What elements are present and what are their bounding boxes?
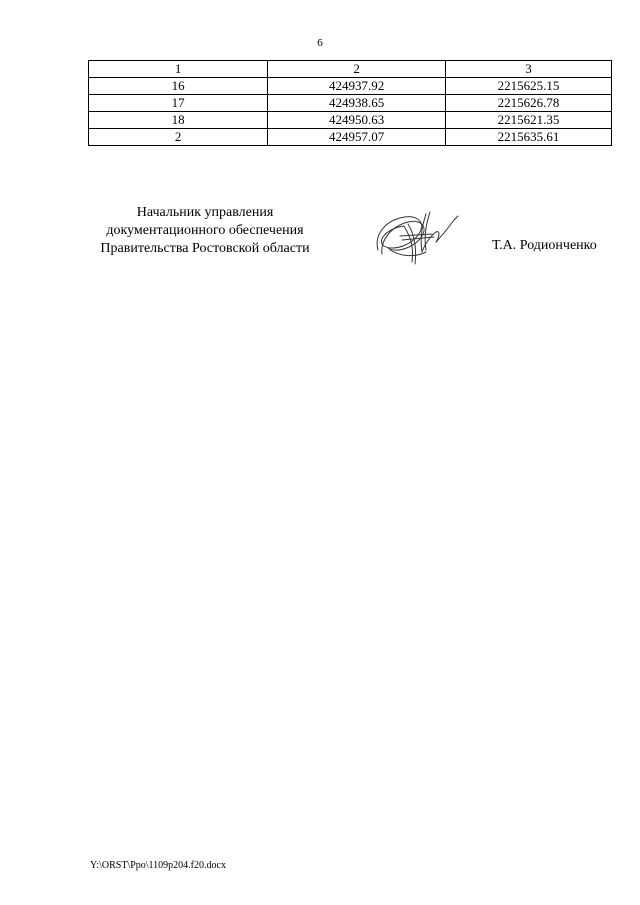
coordinates-table: [88, 60, 612, 146]
table-cell-point: 17: [89, 95, 268, 112]
signatory-title: [80, 204, 330, 258]
table-cell-y: 2215625.15: [446, 78, 612, 95]
page-number: 6: [317, 37, 323, 49]
table-cell-x: 424937.92: [268, 78, 446, 95]
table-header-cell: 1: [89, 61, 268, 78]
signatory-name: Т.А. Родионченко: [492, 238, 597, 253]
file-path-footer: Y:\ORST\Ppo\1109p204.f20.docx: [90, 860, 226, 871]
table-row: [89, 112, 612, 129]
table-cell-x: 424957.07: [268, 129, 446, 146]
table-cell-x: 424938.65: [268, 95, 446, 112]
signatory-title-line: Начальник управления: [136, 205, 274, 220]
table-cell-point: 2: [89, 129, 268, 146]
signatory-title-line: документационного обеспечения: [106, 223, 304, 238]
table-cell-y: 2215621.35: [446, 112, 612, 129]
table-cell-y: 2215626.78: [446, 95, 612, 112]
table-cell-point: 18: [89, 112, 268, 129]
table-cell-point: 16: [89, 78, 268, 95]
table-row: [89, 129, 612, 146]
table-cell-x: 424950.63: [268, 112, 446, 129]
table-header-cell: 2: [268, 61, 446, 78]
table-row: [89, 95, 612, 112]
signatory-title-line: Правительства Ростовской области: [100, 241, 310, 256]
table-header-cell: 3: [446, 61, 612, 78]
handwritten-signature: [370, 206, 465, 268]
table-header-row: [89, 61, 612, 78]
table-cell-y: 2215635.61: [446, 129, 612, 146]
table-row: [89, 78, 612, 95]
